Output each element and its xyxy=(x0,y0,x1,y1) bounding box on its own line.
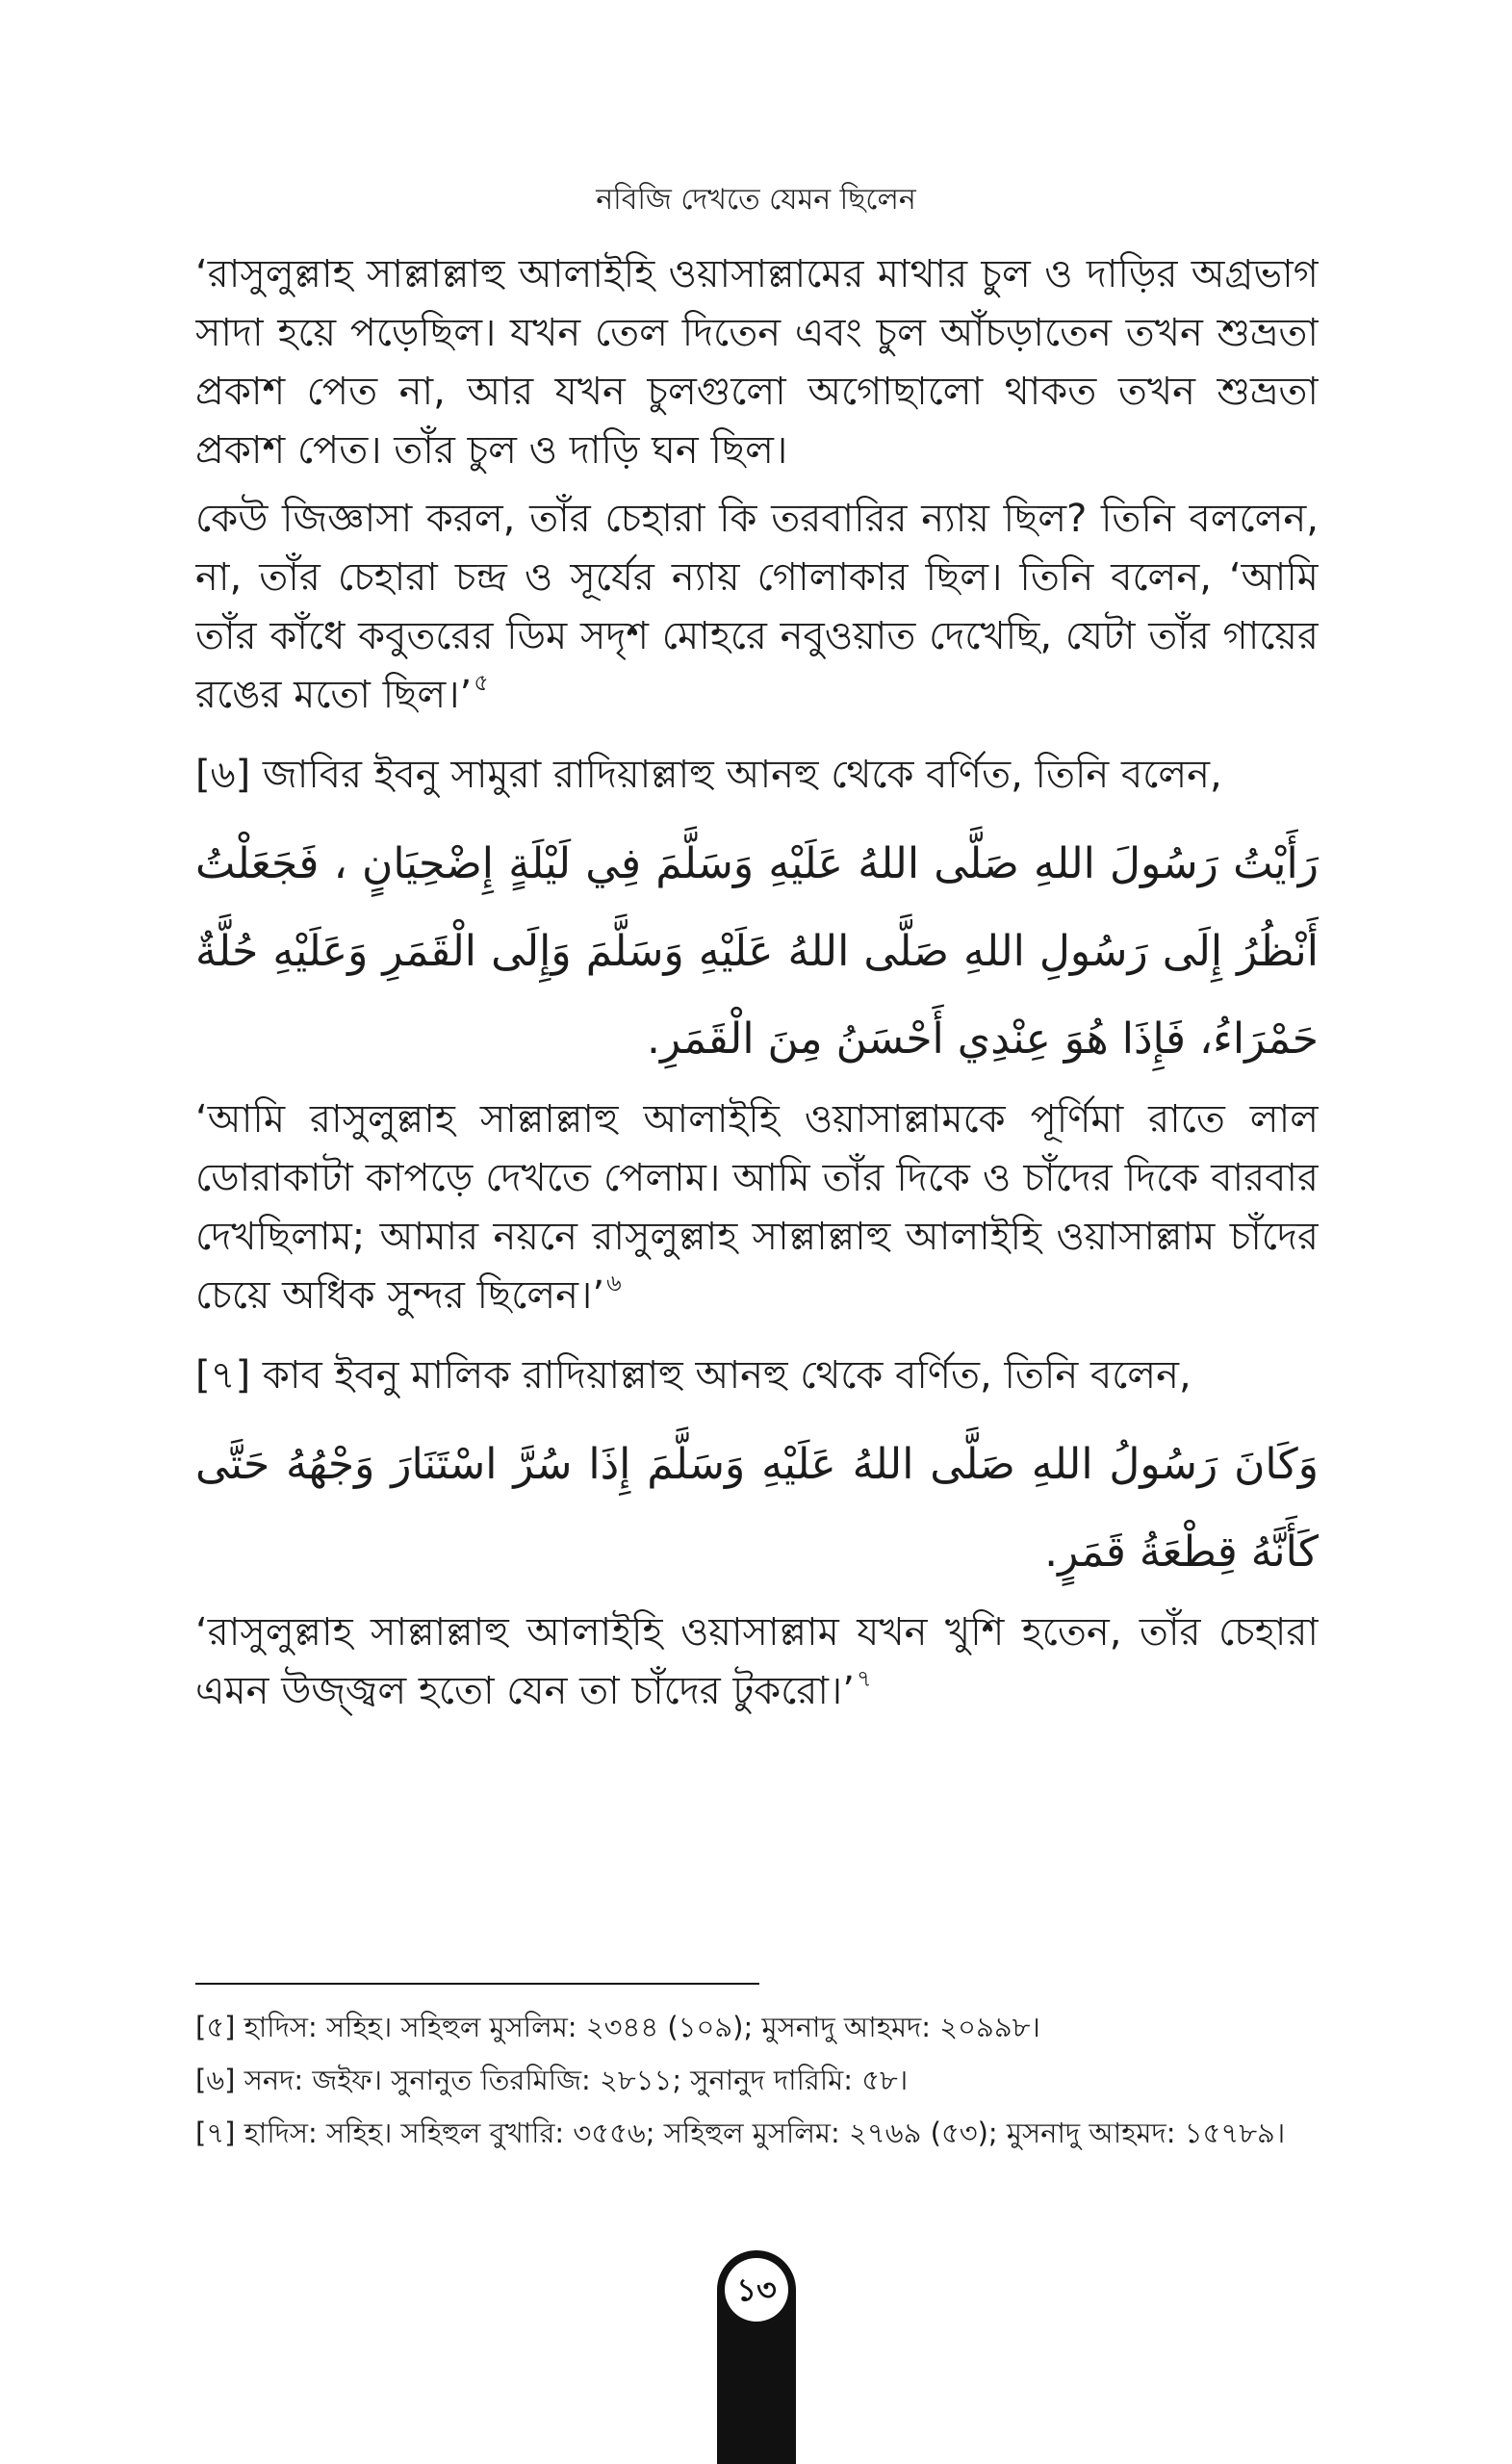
page-number-tab xyxy=(717,2250,796,2464)
footnote-ref-6: ৬ xyxy=(606,1270,622,1296)
hadith-6-translation xyxy=(195,1091,1319,1325)
footnotes-list xyxy=(195,2003,1319,2162)
footnote-item: [৭] হাদিস: সহিহ। সহিহুল বুখারি: ৩৫৫৬; সহিহুল মুসলিম: ২৭৬৯ (৫৩); মুসনাদু আহমদ: ১৫৭৮৯। xyxy=(195,2117,1286,2149)
hadith-7-arabic: وَكَانَ رَسُولُ اللهِ صَلَّى اللهُ عَلَيْهِ وَسَلَّمَ إِذَا سُرَّ اسْتَنَارَ وَجْهُهُ حَتَّى كَأَنَّهُ قِطْعَةُ قَمَرٍ. xyxy=(195,1440,1319,1577)
main-text xyxy=(195,245,1319,1731)
footnote-item: [৬] সনদ: জইফ। সুনানুত তিরমিজি: ২৮১১; সুনানুদ দারিমি: ৫৮। xyxy=(195,2064,909,2096)
page-number: ১৩ xyxy=(725,2258,788,2322)
paragraph-face xyxy=(195,490,1319,725)
hadith-7-intro: [৭] কাব ইবনু মালিক রাদিয়াল্লাহু আনহু থেকে বর্ণিত, তিনি বলেন, xyxy=(195,1353,1192,1398)
hadith-6-arabic: رَأَيْتُ رَسُولَ اللهِ صَلَّى اللهُ عَلَيْهِ وَسَلَّمَ فِي لَيْلَةٍ إِضْحِيَانٍ ، فَجَعَلْتُ أَنْظُرُ إِلَى رَسُولِ اللهِ صَلَّى اللهُ عَلَيْهِ وَسَلَّمَ وَإِلَى الْقَمَرِ وَعَلَيْهِ حُلَّةٌ حَمْرَاءُ، فَإِذَا هُوَ عِنْدِي أَحْسَنُ مِنَ الْقَمَرِ. xyxy=(195,839,1319,1064)
footnote-ref-7: ৭ xyxy=(856,1665,872,1692)
footnote-rule xyxy=(195,1983,759,1985)
hadith-7-translation xyxy=(195,1604,1319,1721)
hadith-7-translation-text: ‘রাসুলুল্লাহ সাল্লাল্লাহু আলাইহি ওয়াসাল্লাম যখন খুশি হতেন, তাঁর চেহারা এমন উজ্জ্বল হতো যেন তা চাঁদের টুকরো।’ xyxy=(195,1610,1319,1713)
footnote-item: [৫] হাদিস: সহিহ। সহিহুল মুসলিম: ২৩৪৪ (১০৯); মুসনাদু আহমদ: ২০৯৯৮। xyxy=(195,2011,1040,2043)
paragraph-face-text: কেউ জিজ্ঞাসা করল, তাঁর চেহারা কি তরবারির ন্যায় ছিল? তিনি বললেন, না, তাঁর চেহারা চন্দ্র ও সূর্যের ন্যায় গোলাকার ছিল। তিনি বলেন, ‘আমি তাঁর কাঁধে কবুতরের ডিম সদৃশ মোহরে নবুওয়াত দেখেছি, যেটা তাঁর গায়ের রঙের মতো ছিল।’ xyxy=(195,497,1319,717)
hadith-6-translation-text: ‘আমি রাসুলুল্লাহ সাল্লাল্লাহু আলাইহি ওয়াসাল্লামকে পূর্ণিমা রাতে লাল ডোরাকাটা কাপড়ে দেখতে পেলাম। আমি তাঁর দিকে ও চাঁদের দিকে বারবার দেখছিলাম; আমার নয়নে রাসুলুল্লাহ সাল্লাল্লাহু আলাইহি ওয়াসাল্লাম চাঁদের চেয়ে অধিক সুন্দর ছিলেন।’ xyxy=(195,1097,1319,1318)
footnote-ref-5: ৫ xyxy=(474,669,489,696)
paragraph-hair: ‘রাসুলুল্লাহ সাল্লাল্লাহু আলাইহি ওয়াসাল্লামের মাথার চুল ও দাড়ির অগ্রভাগ সাদা হয়ে পড়েছিল। যখন তেল দিতেন এবং চুল আঁচড়াতেন তখন শুভ্রতা প্রকাশ পেত না, আর যখন চুলগুলো অগোছালো থাকত তখন শুভ্রতা প্রকাশ পেত। তাঁর চুল ও দাড়ি ঘন ছিল। xyxy=(195,252,1319,473)
running-title: নবিজি দেখতে যেমন ছিলেন xyxy=(596,183,916,217)
hadith-6-intro: [৬] জাবির ইবনু সামুরা রাদিয়াল্লাহু আনহু থেকে বর্ণিত, তিনি বলেন, xyxy=(195,753,1222,797)
